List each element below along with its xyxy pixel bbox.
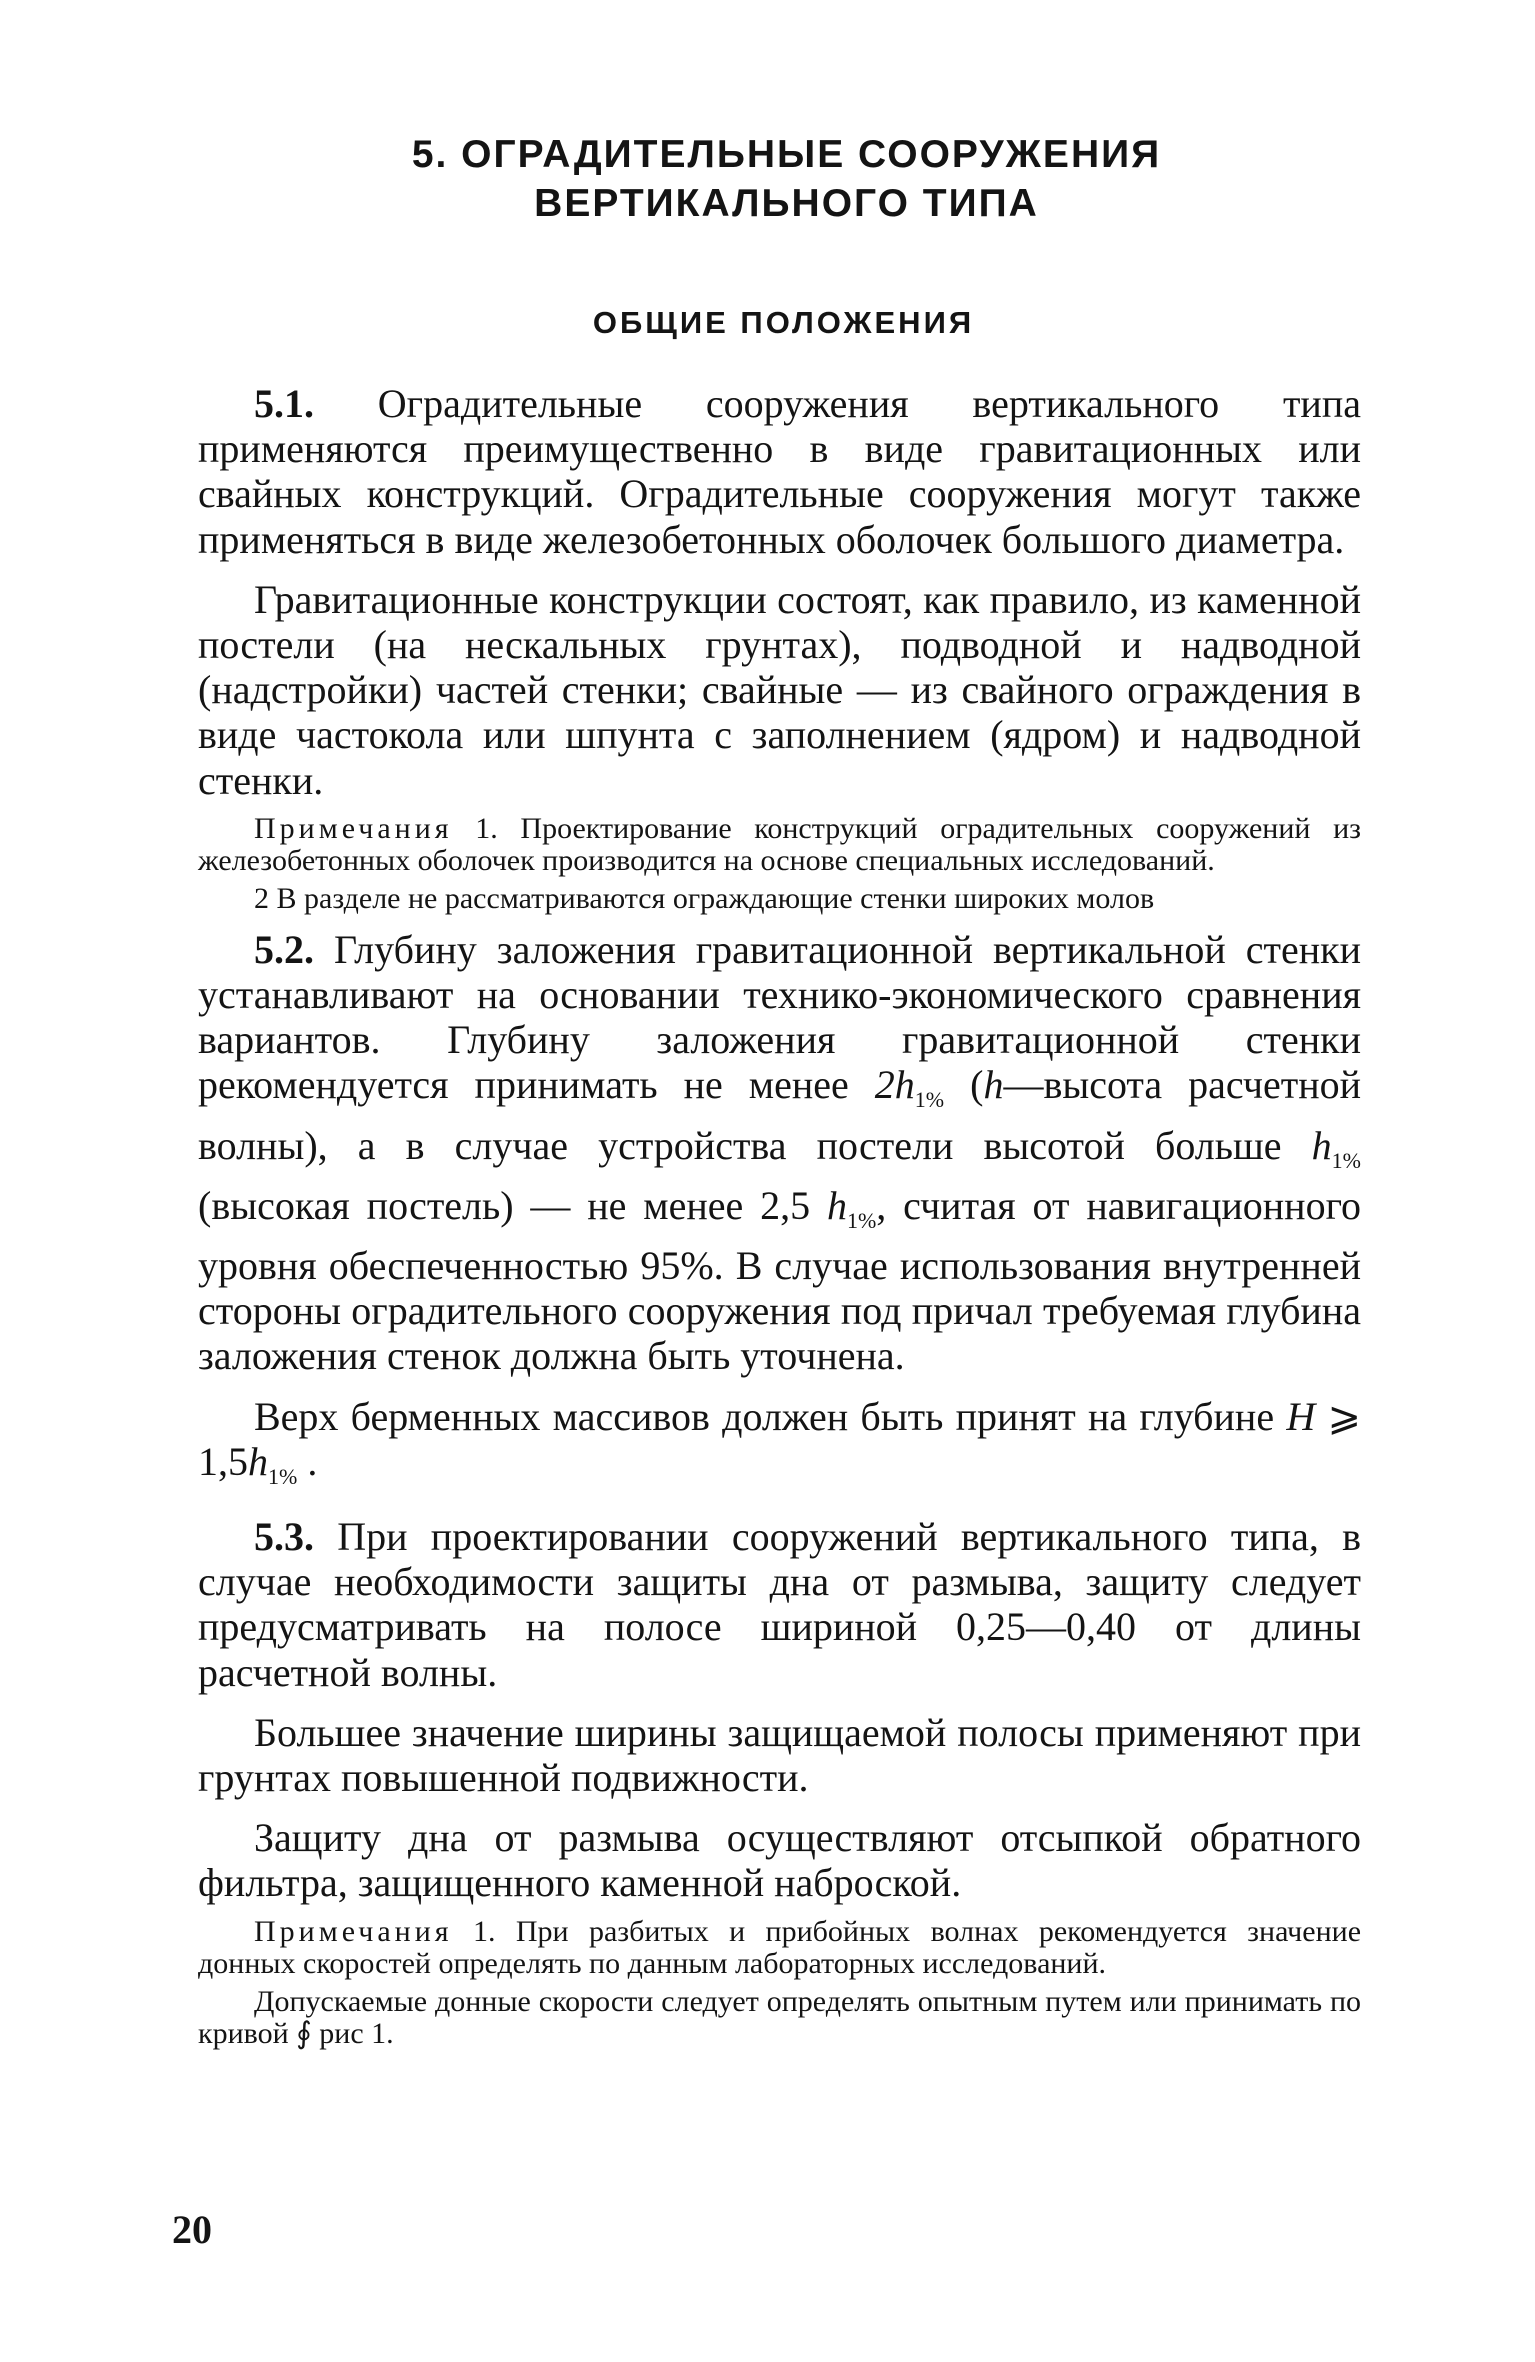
- formula-symbol: h: [1311, 1122, 1332, 1168]
- note-1: [198, 813, 1361, 877]
- note-3: [198, 1916, 1361, 1980]
- formula-symbol: h: [983, 1062, 1004, 1108]
- page-content: [198, 130, 1361, 2050]
- notes-label: Примечания: [254, 1914, 453, 1948]
- section-title-line1: 5. ОГРАДИТЕЛЬНЫЕ СООРУЖЕНИЯ: [411, 133, 1162, 176]
- note-text: Допускаемые донные скорости следует определять опытным путем или принимать по кривой ∮ рис 1.: [198, 1984, 1361, 2050]
- paragraph-5-1: [198, 381, 1361, 562]
- page-number: 20: [172, 2207, 212, 2252]
- section-title-line2: ВЕРТИКАЛЬНОГО ТИПА: [534, 182, 1039, 225]
- paragraph-text: (высокая постель) — не менее 2,5: [198, 1182, 811, 1228]
- section-title: [212, 130, 1361, 228]
- paragraph-5-3-c: [198, 1815, 1361, 1905]
- formula-symbol: H: [1286, 1393, 1316, 1439]
- note-4: [198, 1986, 1361, 2050]
- section-subtitle: ОБЩИЕ ПОЛОЖЕНИЯ: [592, 305, 975, 340]
- clause-number: 5.2.: [254, 926, 314, 972]
- paragraph-text: —высота расчетной волны), а в случае устройства постели высотой больше: [198, 1062, 1362, 1168]
- formula-text: ⩾ 1,5: [198, 1393, 1361, 1484]
- paragraph-text: Большее значение ширины защищаемой полосы применяют при грунтах повышенной подвижности.: [198, 1709, 1361, 1801]
- formula-subscript: 1%: [1331, 1147, 1361, 1173]
- formula-subscript: 1%: [846, 1207, 877, 1233]
- paragraph-5-2-continued: [198, 1394, 1361, 1499]
- paragraph-5-2: [198, 927, 1361, 1379]
- note-text: 2 В разделе не рассматриваются ограждающие стенки широких молов: [254, 881, 1155, 915]
- clause-number: 5.1.: [254, 381, 314, 426]
- paragraph-5-3: [198, 1514, 1361, 1695]
- paragraph-text: , считая от навигационного уровня обеспеченностью 95%. В случае использования внутренней стороны оградительного сооружения под причал требуемая глубина заложения стенок должна быть уточнена.: [198, 1182, 1361, 1379]
- formula-symbol: h: [248, 1438, 268, 1484]
- formula-subscript: 1%: [914, 1087, 945, 1113]
- note-text: 1. При разбитых и прибойных волнах рекомендуется значение донных скоростей определять по данным лабораторных исследований.: [198, 1914, 1362, 1980]
- paragraph-5-3-b: [198, 1710, 1361, 1800]
- paragraph-text: Оградительные сооружения вертикального типа применяются преимущественно в виде гравитационных или свайных конструкций. Оградительные сооружения могут также применяться в виде железобетонных оболочек большого диаметра.: [198, 381, 1361, 562]
- formula-symbol: h: [826, 1182, 847, 1228]
- note-text: 1. Проектирование конструкций оградительных сооружений из железобетонных оболочек производится на основе специальных исследований.: [198, 811, 1361, 877]
- paragraph-text: (: [970, 1062, 984, 1108]
- paragraph-text: Защиту дна от размыва осуществляют отсыпкой обратного фильтра, защищенного каменной наброской.: [198, 1815, 1361, 1906]
- paragraph-text: Гравитационные конструкции состоят, как правило, из каменной постели (на нескальных грунтах), подводной и надводной (надстройки) частей стенки; свайные — из свайного ограждения в виде частокола или шпунта с заполнением (ядром) и надводной стенки.: [198, 576, 1361, 803]
- paragraph-text: .: [307, 1438, 318, 1484]
- formula-subscript: 1%: [268, 1463, 298, 1489]
- note-2: [198, 883, 1361, 915]
- clause-number: 5.3.: [254, 1514, 314, 1560]
- notes-label: Примечания: [254, 811, 453, 845]
- paragraph-5-1-continued: [198, 577, 1361, 803]
- paragraph-text: Верх берменных массивов должен быть принят на глубине: [254, 1393, 1275, 1439]
- paragraph-text: Глубину заложения гравитационной вертикальной стенки устанавливают на основании технико-экономического сравнения вариантов. Глубину заложения гравитационной стенки рекомендуется принимать не менее: [198, 926, 1362, 1108]
- formula-symbol: 2h: [874, 1062, 915, 1108]
- paragraph-text: При проектировании сооружений вертикального типа, в случае необходимости защиты дна от размыва, защиту следует предусматривать на полосе шириной 0,25—0,40 от длины расчетной волны.: [198, 1514, 1361, 1695]
